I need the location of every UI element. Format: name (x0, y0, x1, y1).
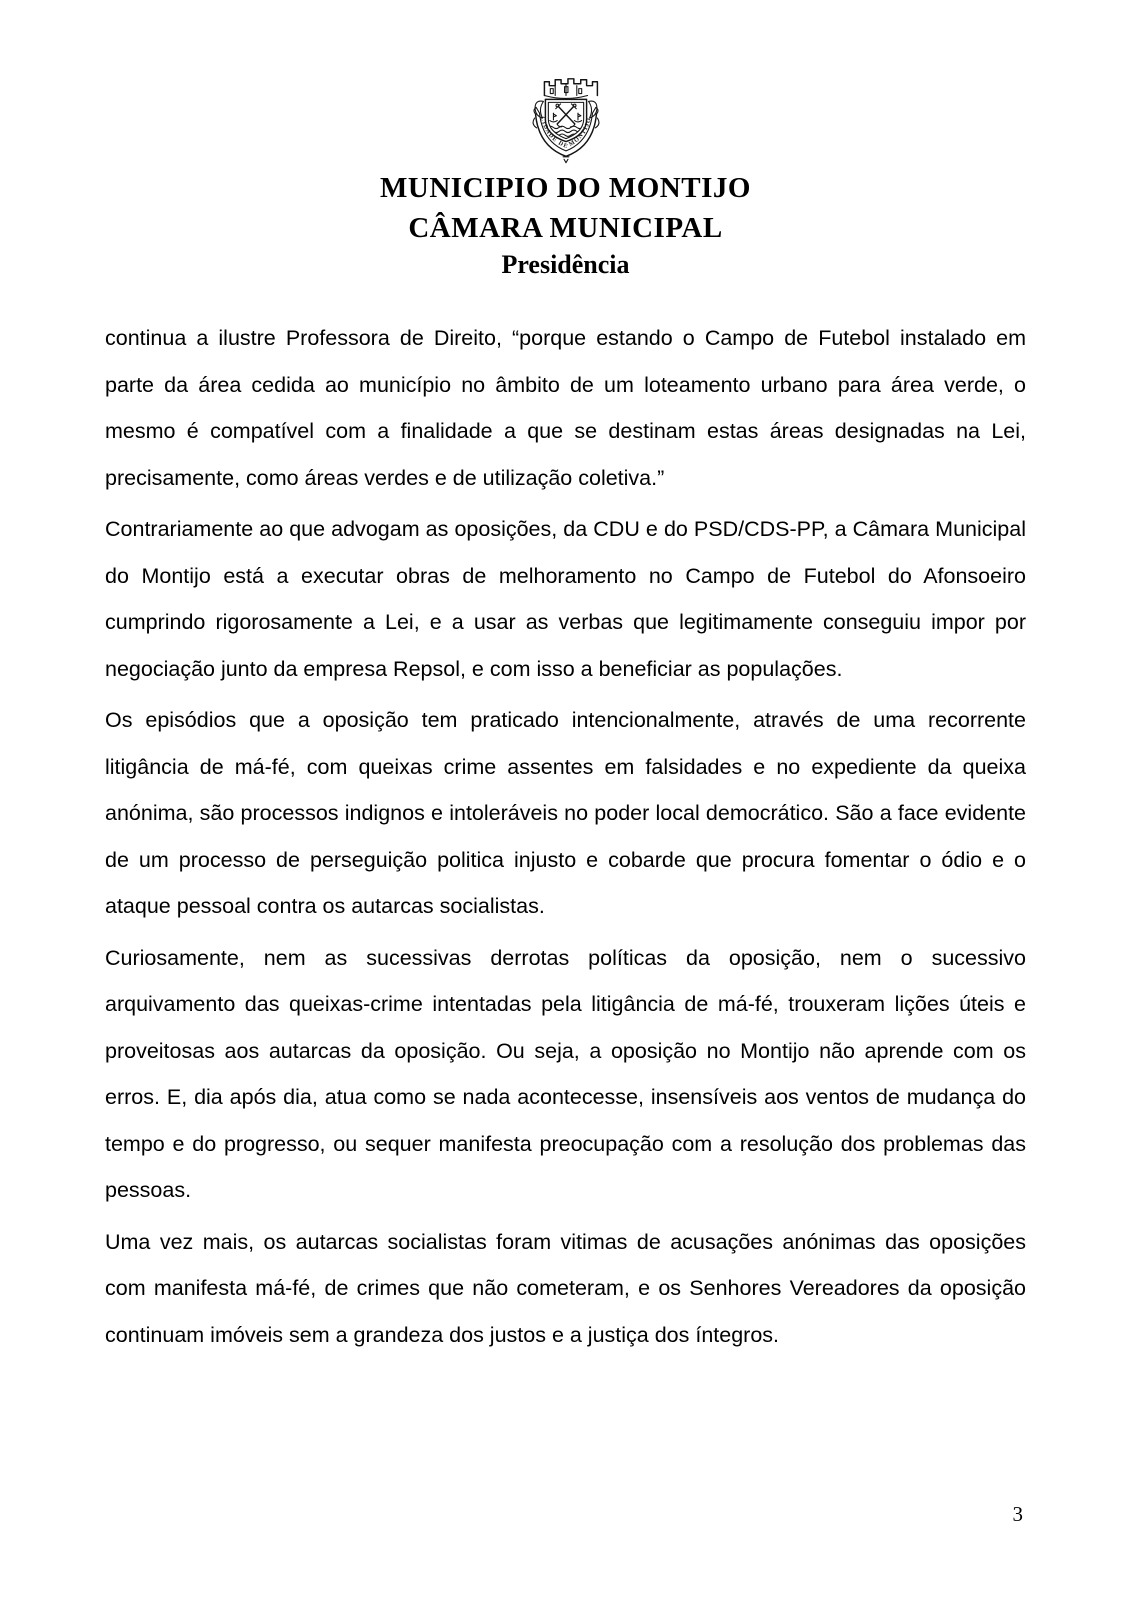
montijo-coat-of-arms-icon (512, 69, 620, 173)
document-paragraphs (105, 315, 1026, 1363)
org-office: Presidência (501, 250, 630, 279)
document-header (0, 0, 1131, 282)
crossed-anchors-icon (555, 104, 576, 127)
paragraph: Os episódios que a oposição tem praticado intencionalmente, através de uma recorrente litigância de má-fé, com queixas crime assentes em falsidades e no expediente da queixa anónima, são processos indignos e intoleráveis no poder local democrático. São a face evidente de um processo de perseguição politica injusto e cobarde que procura fomentar o ódio e o ataque pessoal contra os autarcas socialistas. (105, 708, 1026, 918)
paragraph: continua a ilustre Professora de Direito, “porque estando o Campo de Futebol instalado em parte da área cedida ao município no âmbito de um loteamento urbano para área verde, o mesmo é compatível com a finalidade a que se destinam estas áreas designadas na Lei, precisamente, como áreas verdes e de utilização coletiva.” (105, 326, 1026, 490)
org-municipality: MUNICIPIO DO MONTIJO (380, 172, 751, 204)
mural-crown (544, 79, 597, 99)
paragraph: Contrariamente ao que advogam as oposições, da CDU e do PSD/CDS-PP, a Câmara Municipal do Montijo está a executar obras de melhoramento no Campo de Futebol do Afonsoeiro cumprindo rigorosamente a Lei, e a usar as verbas que legitimamente conseguiu impor por negociação junto da empresa Repsol, e com isso a beneficiar as populações. (105, 517, 1026, 681)
paragraph: Curiosamente, nem as sucessivas derrotas políticas da oposição, nem o sucessivo arquivamento das queixas-crime intentadas pela litigância de má-fé, trouxeram lições úteis e proveitosas aos autarcas da oposição. Ou seja, a oposição no Montijo não aprende com os erros. E, dia após dia, atua como se nada acontecesse, insensíveis aos ventos de mudança do tempo e do progresso, ou sequer manifesta preocupação com a resolução dos problemas das pessoas. (105, 945, 1026, 1202)
banner-tassel (563, 157, 569, 163)
org-chamber: CÂMARA MUNICIPAL (408, 212, 723, 244)
crest-banner-text: CIDADE DE MONTIJO (538, 116, 593, 151)
paragraph: Uma vez mais, os autarcas socialistas foram vitimas de acusações anónimas das oposições com manifesta má-fé, de crimes que não cometeram, e os Senhores Vereadores da oposição continuam imóveis sem a grandeza dos justos e a justiça dos íntegros. (105, 1229, 1026, 1347)
page-number: 3 (1012, 1502, 1023, 1526)
